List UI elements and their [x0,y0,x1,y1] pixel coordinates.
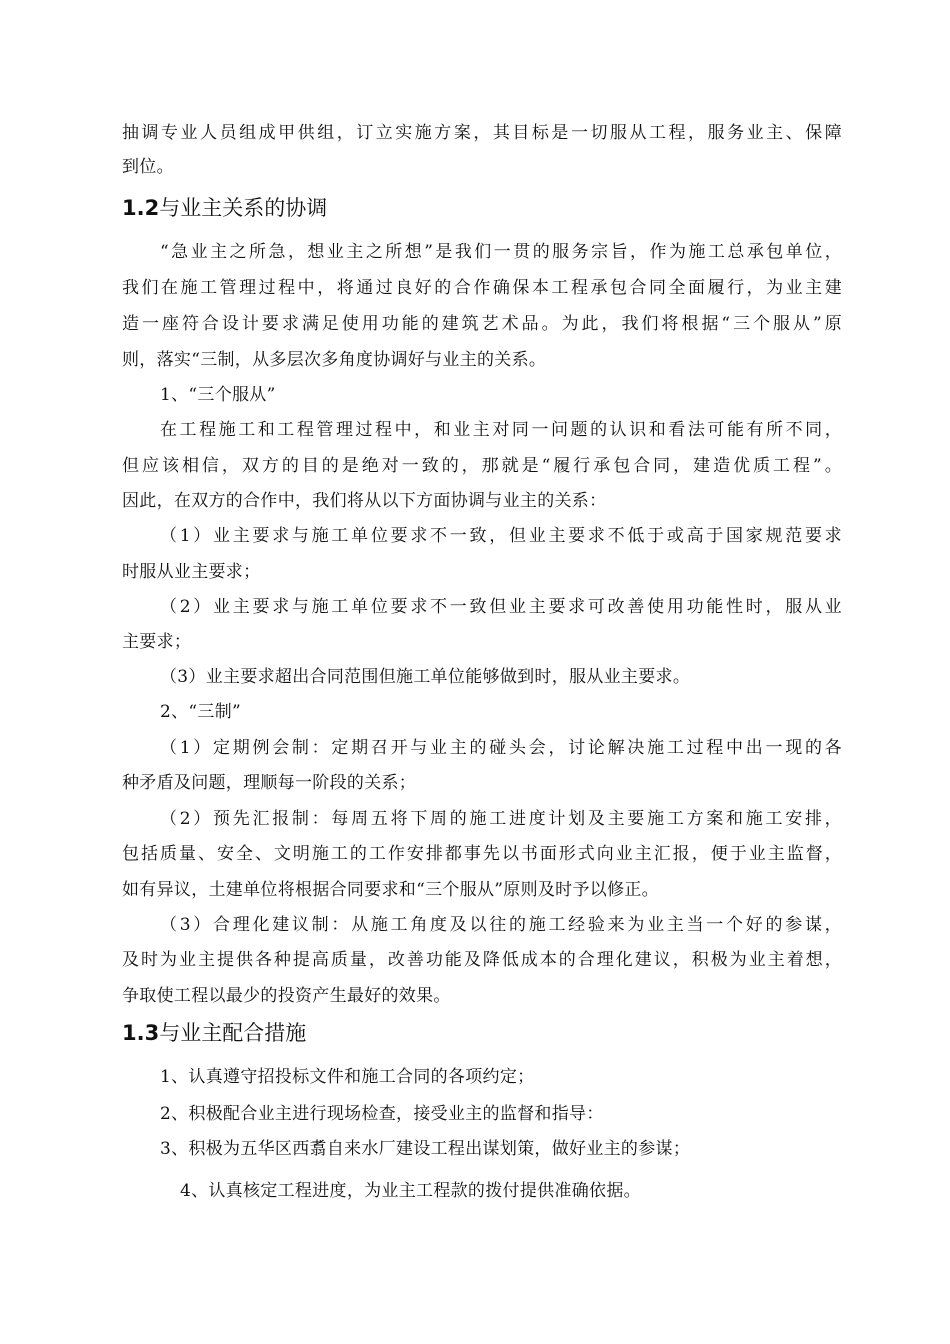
measure-item-4: 4、认真核定工程进度，为业主工程款的拨付提供准确依据。 [180,1181,641,1201]
intro-line-2: 到位。 [122,157,174,177]
p1-line-2: 我们在施工管理过程中，将通过良好的合作确保本工程承包合同全面履行，为业主建 [122,278,842,298]
s2-line-1: （2）业主要求与施工单位要求不一致但业主要求可改善使用功能性时，服从业 [160,597,842,617]
s2-line-2: 主要求； [122,632,192,652]
t2-line-3: 如有异议，土建单位将根据合同要求和“三个服从”原则及时予以修正。 [122,880,659,900]
t3-line-2: 及时为业主提供各种提高质量，改善功能及降低成本的合理化建议，积极为业主着想， [122,950,842,970]
section-1-2-title: 与业主关系的协调 [159,196,328,220]
s3-line-1: （3）业主要求超出合同范围但施工单位能够做到时，服从业主要求。 [160,667,691,687]
s1-line-1: （1）业主要求与施工单位要求不一致，但业主要求不低于或高于国家规范要求 [160,526,842,546]
section-1-3-number: 1.3 [122,1021,160,1045]
p2-line-2: 但应该相信，双方的目的是绝对一致的，那就是“履行承包合同，建造优质工程”。 [122,456,842,476]
t3-line-1: （3）合理化建议制：从施工角度及以往的施工经验来为业主当一个好的参谋， [160,915,842,935]
p1-line-4: 则，落实“三制，从多层次多角度协调好与业主的关系。 [122,350,547,370]
section-1-2-heading [122,193,327,223]
p1-line-1: “急业主之所急，想业主之所想”是我们一贯的服务宗旨，作为施工总承包单位， [160,242,842,262]
measure-item-2: 2、积极配合业主进行现场检查，接受业主的监督和指导： [160,1104,604,1124]
t2-line-1: （2）预先汇报制：每周五将下周的施工进度计划及主要施工方案和施工安排， [160,809,842,829]
section-1-3-heading [122,1018,306,1048]
measure-item-1: 1、认真遵守招投标文件和施工合同的各项约定； [160,1067,535,1087]
t1-line-2: 种矛盾及问题，理顺每一阶段的关系； [122,773,417,793]
t1-line-1: （1）定期例会制：定期召开与业主的碰头会，讨论解决施工过程中出一现的各 [160,738,842,758]
section-1-3-title: 与业主配合措施 [159,1021,307,1045]
item-2-heading: 2、“三制” [160,702,241,722]
p2-line-3: 因此，在双方的合作中，我们将从以下方面协调与业主的关系： [122,491,607,511]
measure-item-3: 3、积极为五华区西翥自来水厂建设工程出谋划策，做好业主的参谋； [160,1139,691,1159]
p1-line-3: 造一座符合设计要求满足使用功能的建筑艺术品。为此，我们将根据“三个服从”原 [122,314,842,334]
t3-line-3: 争取使工程以最少的投资产生最好的效果。 [122,986,451,1006]
s1-line-2: 时服从业主要求； [122,562,261,582]
intro-line-1: 抽调专业人员组成甲供组，订立实施方案，其目标是一切服从工程，服务业主、保障 [122,123,842,143]
item-1-heading: 1、“三个服从” [160,385,276,405]
p2-line-1: 在工程施工和工程管理过程中，和业主对同一问题的认识和看法可能有所不同， [160,420,842,440]
section-1-2-number: 1.2 [122,196,160,220]
t2-line-2: 包括质量、安全、文明施工的工作安排都事先以书面形式向业主汇报，便于业主监督， [122,844,842,864]
